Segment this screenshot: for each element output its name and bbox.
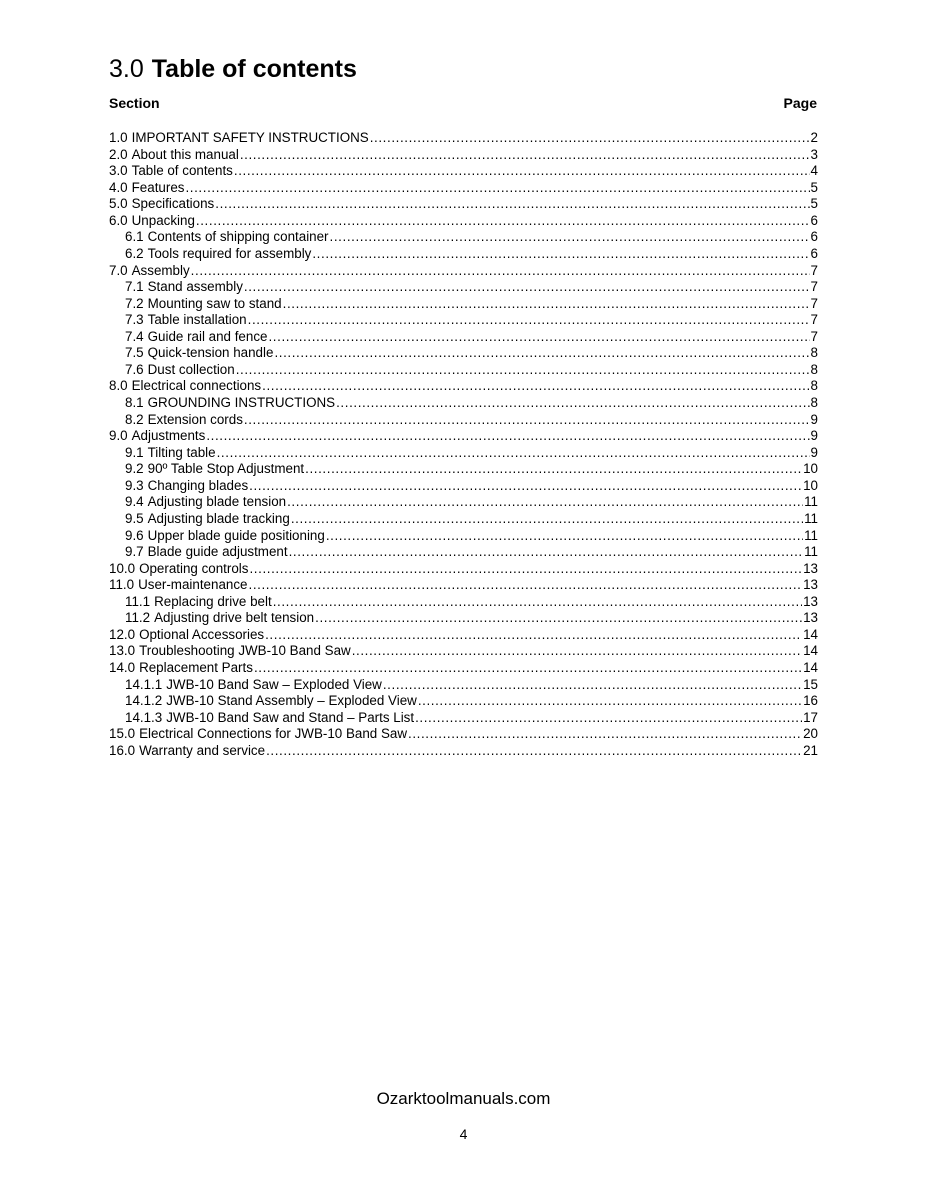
toc-entry-title: Tools required for assembly — [147, 245, 312, 261]
toc-entry-label — [125, 528, 325, 545]
toc-entry-page: 3 — [810, 146, 818, 162]
toc-dot-leader — [262, 378, 809, 395]
toc-entry-number: 9.0 — [109, 428, 128, 444]
toc-entry-label — [109, 743, 265, 760]
toc-dot-leader — [249, 561, 802, 578]
toc-dot-leader — [312, 246, 809, 263]
toc-entry-label — [109, 378, 261, 395]
toc-entry-title: Table installation — [147, 312, 247, 328]
toc-entry[interactable] — [109, 561, 818, 578]
toc-entry-label — [109, 627, 264, 644]
toc-entry-page: 7 — [810, 328, 818, 344]
toc-entry-number: 9.6 — [125, 527, 144, 543]
toc-entry-page: 13 — [803, 593, 818, 609]
page-title-number: 3.0 — [109, 55, 144, 83]
toc-entry-page: 7 — [810, 295, 818, 311]
toc-entry-label — [125, 296, 282, 313]
toc-entry-label — [125, 461, 304, 478]
toc-dot-leader — [315, 610, 802, 627]
toc-entry[interactable] — [109, 329, 818, 346]
toc-column-headers — [109, 95, 817, 115]
toc-entry-number: 9.4 — [125, 494, 144, 510]
toc-dot-leader — [289, 544, 804, 561]
toc-entry[interactable] — [109, 213, 818, 230]
toc-entry[interactable] — [109, 196, 818, 213]
toc-entry-label — [125, 511, 290, 528]
toc-entry-title: 90º Table Stop Adjustment — [147, 461, 305, 477]
toc-entry-title: Warranty and service — [139, 742, 266, 758]
toc-dot-leader — [236, 362, 810, 379]
toc-entry-label — [109, 561, 248, 578]
toc-entry[interactable] — [109, 478, 818, 495]
toc-dot-leader — [240, 147, 810, 164]
toc-entry[interactable] — [109, 594, 818, 611]
toc-entry-title: IMPORTANT SAFETY INSTRUCTIONS — [131, 130, 369, 145]
toc-entry[interactable] — [109, 378, 818, 395]
toc-entry-number: 16.0 — [109, 742, 136, 758]
toc-dot-leader — [415, 710, 802, 727]
toc-entry-label — [109, 130, 369, 147]
toc-entry-label — [109, 196, 214, 213]
toc-entry-number: 6.1 — [125, 229, 144, 245]
toc-entry[interactable] — [109, 147, 818, 164]
toc-dot-leader — [234, 163, 810, 180]
toc-entry-page: 15 — [803, 676, 818, 692]
toc-entry-number: 7.0 — [109, 262, 128, 278]
toc-entry-title: Troubleshooting JWB-10 Band Saw — [139, 643, 351, 659]
toc-entry-page: 8 — [810, 345, 818, 361]
toc-entry-title: Operating controls — [139, 560, 249, 576]
toc-entry-label — [109, 643, 351, 660]
toc-entry[interactable] — [109, 643, 818, 660]
toc-entry-number: 7.3 — [125, 312, 144, 328]
toc-entry-page: 9 — [810, 444, 818, 460]
toc-entry-title: Electrical connections — [131, 378, 262, 394]
toc-entry-title: Guide rail and fence — [147, 328, 268, 344]
toc-entry[interactable] — [109, 610, 818, 627]
toc-entry-page: 13 — [803, 610, 818, 626]
toc-entry-number: 7.2 — [125, 295, 144, 311]
toc-entry-label — [125, 246, 311, 263]
toc-entry-label — [125, 345, 273, 362]
toc-entry-page: 9 — [810, 411, 818, 427]
toc-entry-label — [125, 395, 335, 412]
toc-entry-title: Upper blade guide positioning — [147, 527, 325, 543]
toc-entry-page: 8 — [810, 378, 818, 394]
toc-dot-leader — [273, 594, 802, 611]
toc-entry-number: 14.1.3 — [125, 709, 163, 725]
toc-dot-leader — [305, 461, 802, 478]
toc-entry-label — [109, 577, 248, 594]
toc-dot-leader — [326, 528, 803, 545]
toc-entry-title: User-maintenance — [138, 577, 248, 593]
toc-dot-leader — [206, 428, 809, 445]
toc-entry-label — [109, 263, 190, 280]
toc-dot-leader — [408, 726, 802, 743]
toc-dot-leader — [352, 643, 802, 660]
toc-entry-title: Changing blades — [147, 477, 249, 493]
toc-entry-number: 11.1 — [125, 593, 151, 609]
toc-entry-number: 11.2 — [125, 610, 151, 626]
toc-entry-title: Mounting saw to stand — [147, 295, 282, 311]
toc-entry-label — [125, 677, 382, 694]
toc-entry-title: JWB-10 Band Saw – Exploded View — [166, 676, 382, 692]
toc-entry-page: 10 — [803, 477, 818, 493]
toc-entry-title: Quick-tension handle — [147, 345, 274, 361]
toc-entry[interactable] — [109, 710, 818, 727]
toc-entry-page: 8 — [810, 361, 818, 377]
toc-dot-leader — [330, 229, 810, 246]
toc-entry[interactable] — [109, 693, 818, 710]
toc-entry-number: 7.1 — [125, 279, 144, 295]
toc-dot-leader — [244, 412, 810, 429]
toc-entry-page: 14 — [803, 660, 818, 675]
toc-entry-label — [125, 710, 414, 727]
toc-dot-leader — [191, 263, 810, 280]
toc-entry-label — [125, 494, 286, 511]
toc-entry-page: 5 — [810, 179, 818, 195]
toc-entry-page: 11 — [804, 494, 818, 510]
toc-entry-label — [125, 594, 272, 611]
toc-entry-page: 11 — [804, 544, 818, 560]
toc-dot-leader — [215, 196, 809, 213]
toc-entry[interactable] — [109, 445, 818, 462]
toc-entry-title: Blade guide adjustment — [147, 544, 288, 560]
toc-entry-title: Electrical Connections for JWB-10 Band Saw — [139, 726, 407, 742]
toc-entry-label — [109, 180, 184, 197]
toc-entry-page: 7 — [810, 279, 818, 295]
toc-entry-page: 6 — [810, 212, 818, 228]
toc-entry-label — [125, 544, 288, 561]
toc-entry-page: 14 — [803, 626, 818, 642]
toc-entry-label — [125, 693, 417, 710]
toc-entry-label — [109, 428, 205, 445]
toc-entry-label — [109, 147, 239, 164]
toc-entry-number: 8.1 — [125, 395, 144, 410]
toc-entry[interactable] — [109, 229, 818, 246]
footer-website: Ozarktoolmanuals.com — [376, 1089, 551, 1108]
toc-entry-page: 20 — [803, 726, 818, 742]
toc-dot-leader — [291, 511, 803, 528]
toc-entry-title: Dust collection — [147, 361, 235, 377]
toc-entry-title: Adjusting blade tracking — [147, 510, 290, 526]
toc-dot-leader — [265, 627, 802, 644]
toc-entry-number: 6.0 — [109, 212, 128, 228]
toc-entry-label — [125, 412, 243, 429]
toc-dot-leader — [248, 312, 810, 329]
toc-dot-leader — [196, 213, 810, 230]
toc-dot-leader — [217, 445, 810, 462]
toc-entry-title: Unpacking — [131, 212, 195, 228]
toc-entry-label — [125, 329, 267, 346]
toc-entry-label — [109, 726, 407, 743]
toc-entry-page: 8 — [810, 395, 818, 410]
toc-entry-number: 13.0 — [109, 643, 136, 659]
toc-dot-leader — [336, 395, 809, 412]
toc-entry[interactable] — [109, 726, 818, 743]
toc-entry-page: 10 — [803, 461, 818, 477]
toc-entry-title: Contents of shipping container — [147, 229, 329, 245]
toc-entry-number: 9.1 — [125, 444, 144, 460]
toc-entry-title: Table of contents — [131, 163, 233, 179]
toc-entry-number: 12.0 — [109, 626, 136, 642]
toc-entry-label — [125, 362, 235, 379]
toc-entry-page: 7 — [810, 312, 818, 328]
toc-entry[interactable] — [109, 362, 818, 379]
toc-entry[interactable] — [109, 544, 818, 561]
toc-entry-title: GROUNDING INSTRUCTIONS — [147, 395, 336, 410]
toc-list — [109, 130, 818, 759]
toc-entry[interactable] — [109, 296, 818, 313]
toc-entry-label — [125, 279, 243, 296]
toc-entry[interactable] — [109, 577, 818, 594]
toc-entry-page: 16 — [803, 693, 818, 709]
toc-dot-leader — [244, 279, 810, 296]
toc-entry-number: 11.0 — [109, 577, 135, 593]
toc-entry-title: Specifications — [131, 196, 215, 212]
footer-page-number: 4 — [459, 1126, 468, 1142]
toc-dot-leader — [268, 329, 809, 346]
toc-entry-page: 13 — [803, 577, 818, 593]
toc-entry-title: Adjustments — [131, 428, 206, 444]
page-title — [109, 53, 357, 85]
toc-entry-number: 8.2 — [125, 411, 144, 427]
toc-entry[interactable] — [109, 246, 818, 263]
toc-entry-title: Optional Accessories — [139, 626, 265, 642]
toc-entry-page: 4 — [810, 163, 818, 179]
toc-entry-title: About this manual — [131, 146, 239, 162]
toc-entry[interactable] — [109, 130, 818, 147]
toc-entry-page: 7 — [810, 262, 818, 278]
toc-entry[interactable] — [109, 395, 818, 412]
toc-entry-page: 13 — [803, 560, 818, 576]
toc-entry[interactable] — [109, 163, 818, 180]
toc-entry-title: Features — [131, 179, 185, 195]
toc-entry[interactable] — [109, 279, 818, 296]
toc-entry-label — [125, 312, 247, 329]
toc-entry-label — [109, 163, 233, 180]
toc-entry-title: Adjusting drive belt tension — [154, 610, 315, 626]
toc-dot-leader — [383, 677, 802, 694]
toc-entry-number: 6.2 — [125, 245, 144, 261]
toc-dot-leader — [254, 660, 802, 677]
toc-entry[interactable] — [109, 428, 818, 445]
toc-entry[interactable] — [109, 627, 818, 644]
toc-entry[interactable] — [109, 412, 818, 429]
toc-entry[interactable] — [109, 528, 818, 545]
toc-entry-title: Extension cords — [147, 411, 243, 427]
toc-entry-title: JWB-10 Stand Assembly – Exploded View — [166, 693, 417, 709]
toc-entry-title: Replacing drive belt — [154, 593, 272, 609]
toc-entry[interactable] — [109, 312, 818, 329]
toc-entry[interactable] — [109, 461, 818, 478]
toc-entry-number: 9.5 — [125, 510, 144, 526]
toc-dot-leader — [370, 130, 810, 147]
toc-entry-number: 5.0 — [109, 196, 128, 212]
toc-dot-leader — [266, 743, 802, 760]
toc-entry-number: 3.0 — [109, 163, 128, 179]
toc-dot-leader — [249, 478, 802, 495]
page-title-text: Table of contents — [151, 55, 357, 83]
toc-entry-label — [125, 478, 248, 495]
toc-entry-number: 2.0 — [109, 146, 128, 162]
toc-entry-page: 9 — [810, 428, 818, 444]
toc-entry-title: Adjusting blade tension — [147, 494, 287, 510]
toc-entry[interactable] — [109, 494, 818, 511]
toc-entry-label — [125, 445, 216, 462]
toc-entry-label — [125, 610, 314, 627]
toc-entry-number: 4.0 — [109, 179, 128, 195]
toc-entry-number: 10.0 — [109, 560, 136, 576]
toc-entry[interactable] — [109, 511, 818, 528]
toc-entry-number: 7.4 — [125, 328, 144, 344]
toc-dot-leader — [274, 345, 809, 362]
toc-entry-label — [109, 660, 253, 677]
toc-entry-number: 1.0 — [109, 130, 128, 145]
toc-entry-title: Assembly — [131, 262, 190, 278]
toc-entry-title: Tilting table — [147, 444, 216, 460]
toc-entry-page: 17 — [803, 709, 818, 725]
toc-dot-leader — [249, 577, 803, 594]
toc-entry-title: Stand assembly — [147, 279, 243, 295]
section-column-header: Section — [109, 95, 160, 111]
toc-dot-leader — [185, 180, 809, 197]
toc-entry-number: 9.7 — [125, 544, 144, 560]
toc-entry-title: Replacement Parts — [139, 660, 253, 675]
toc-entry-number: 7.6 — [125, 361, 144, 377]
toc-entry-page: 6 — [810, 245, 818, 261]
toc-entry-page: 14 — [803, 643, 818, 659]
toc-entry[interactable] — [109, 345, 818, 362]
toc-entry-number: 14.0 — [109, 660, 136, 675]
toc-dot-leader — [287, 494, 803, 511]
toc-entry-label — [109, 213, 195, 230]
toc-entry[interactable] — [109, 743, 818, 760]
toc-entry-number: 9.3 — [125, 477, 144, 493]
toc-dot-leader — [283, 296, 810, 313]
page-column-header: Page — [783, 95, 817, 111]
toc-entry-number: 9.2 — [125, 461, 144, 477]
toc-entry-number: 8.0 — [109, 378, 128, 394]
toc-entry-number: 15.0 — [109, 726, 136, 742]
toc-entry-label — [125, 229, 329, 246]
toc-entry-page: 11 — [804, 510, 818, 526]
toc-entry[interactable] — [109, 180, 818, 197]
toc-entry[interactable] — [109, 263, 818, 280]
toc-entry[interactable] — [109, 677, 818, 694]
toc-dot-leader — [418, 693, 802, 710]
toc-entry-page: 6 — [810, 229, 818, 245]
toc-entry-page: 5 — [810, 196, 818, 212]
toc-entry-title: JWB-10 Band Saw and Stand – Parts List — [166, 709, 415, 725]
toc-entry-number: 14.1.2 — [125, 693, 163, 709]
toc-entry[interactable] — [109, 660, 818, 677]
toc-entry-page: 11 — [804, 527, 818, 543]
toc-entry-number: 7.5 — [125, 345, 144, 361]
toc-entry-page: 21 — [803, 742, 818, 758]
toc-entry-page: 2 — [810, 130, 818, 145]
toc-entry-number: 14.1.1 — [125, 676, 163, 692]
